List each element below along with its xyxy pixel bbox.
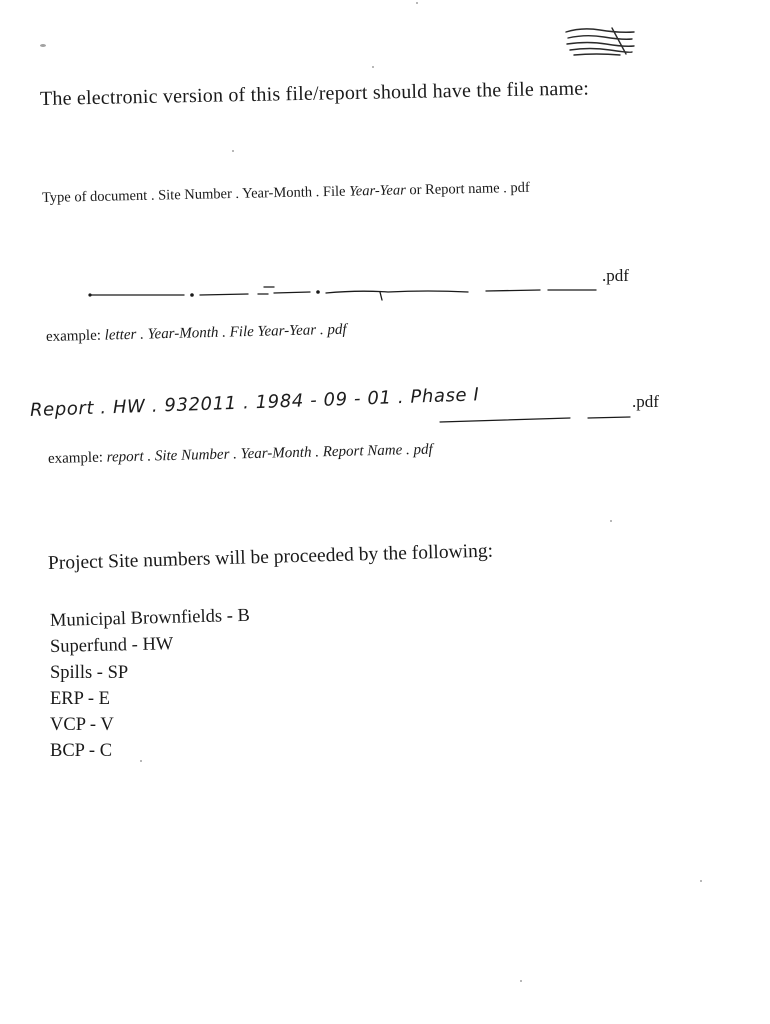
filled-underlines (30, 392, 670, 436)
example-label: example: (47, 449, 107, 467)
blank-pdf-suffix: .pdf (602, 266, 629, 285)
blank-lines (88, 262, 608, 302)
list-item: ERP - E (50, 689, 110, 709)
list-item: VCP - V (50, 715, 114, 735)
list-item: Spills - SP (50, 663, 129, 683)
list-item: BCP - C (50, 741, 113, 761)
scan-speck (700, 880, 702, 882)
format-part-2: Year-Year (348, 182, 406, 200)
stamp-mark (562, 24, 638, 60)
example-letter (46, 322, 347, 346)
scan-speck (610, 520, 612, 522)
format-part-3: or Report name . pdf (405, 179, 530, 199)
example-report (48, 442, 433, 468)
scan-speck (40, 44, 46, 47)
list-item: Superfund - HW (49, 634, 174, 657)
filename-format (42, 180, 530, 207)
handwritten-filename: Report . HW . 932011 . 1984 - 09 - 01 . Phase I (29, 384, 480, 421)
scan-speck (372, 66, 374, 68)
scan-speck (232, 150, 234, 152)
example-value: letter . Year-Month . File Year-Year . pdf (104, 321, 347, 344)
site-prefix-intro: Project Site numbers will be proceeded by the following: (47, 540, 494, 574)
example-value: report . Site Number . Year-Month . Report Name . pdf (106, 441, 433, 466)
page-heading: The electronic version of this file/report should have the file name: (39, 77, 590, 110)
list-item: Municipal Brownfields - B (49, 605, 251, 631)
blank-filename-template (88, 262, 648, 302)
scan-speck (520, 980, 522, 982)
format-part-1: Type of document . Site Number . Year-Month . File (41, 183, 350, 206)
scan-speck (416, 2, 418, 4)
site-prefix-list (49, 605, 251, 764)
filled-pdf-suffix: .pdf (632, 392, 659, 411)
example-label: example: (45, 327, 105, 345)
filled-filename (29, 384, 680, 436)
